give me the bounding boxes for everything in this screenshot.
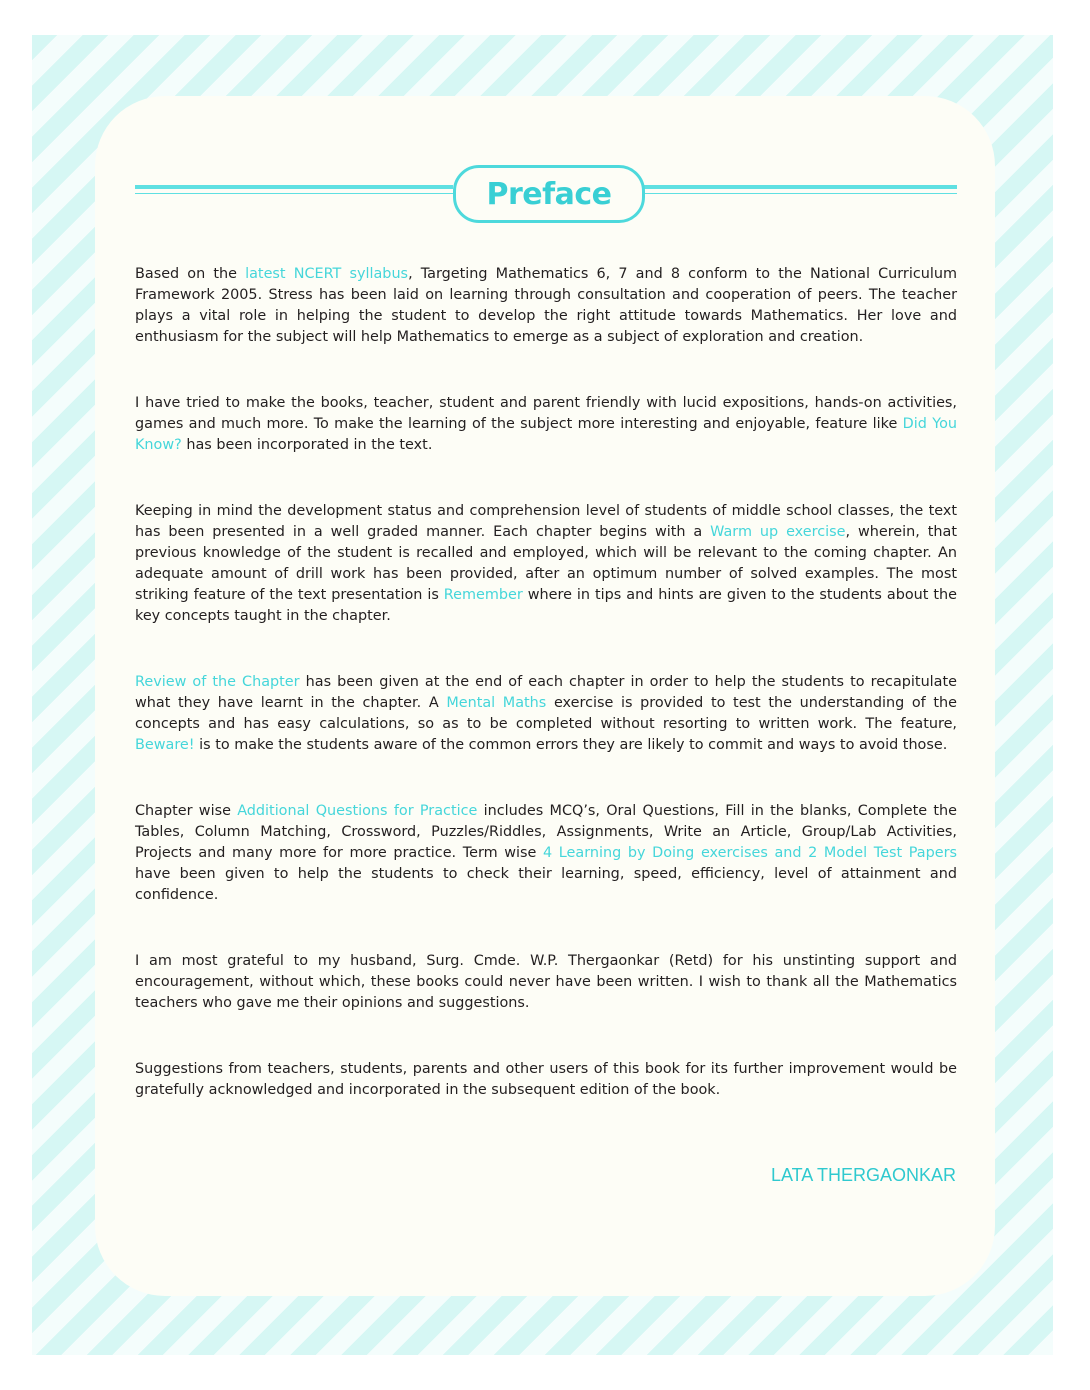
highlighted-term: Did You Know? (135, 416, 958, 453)
highlighted-term: latest (245, 266, 294, 282)
paragraph-6 (135, 951, 957, 1014)
paragraph-text: includes MCQ’s, Oral Questions, Fill in the blanks, Complete the Tables, Column Matching, Crossword, Puzzles/Riddles, Assignments, Write an Article, Group/Lab Activities, Projects and many more for more practice. Term wise (135, 803, 957, 861)
paragraph-text: Chapter wise (135, 803, 238, 819)
author-signature: LATA THERGAONKAR (770, 1165, 956, 1185)
title-badge (453, 165, 645, 223)
paragraph-text: , Targeting Mathematics 6, 7 and 8 conform to the National Curriculum Framework 2005. Stress has been laid on learning through consultation and cooperation of peers. The teacher plays a vital role in helping the student to develop the right attitude towards Mathematics. Her love and enthusiasm for the subject will help Mathematics to emerge as a subject of exploration and creation. (135, 266, 957, 345)
highlighted-term: Beware! (135, 737, 195, 753)
paragraph-text: has been given at the end of each chapter in order to help the students to recapitulate what they have learnt in the chapter. A (135, 674, 957, 711)
paragraph-text: I have tried to make the books, teacher, student and parent friendly with lucid expositions, hands-on activities, games and much more. To make the learning of the subject more interesting and enjoyable, feature like (135, 395, 957, 432)
title-rule-left (135, 185, 453, 189)
paragraph-text: , wherein, that previous knowledge of the student is recalled and employed, which will be relevant to the coming chapter. An adequate amount of drill work has been provided, after an optimum number of solved examples. The most striking feature of the text presentation is (135, 524, 957, 603)
highlighted-term: Additional Questions for Practice (237, 803, 478, 819)
highlighted-term: Remember (443, 587, 523, 603)
highlighted-term: Mental Maths (446, 695, 547, 711)
highlighted-term: Warm up exercise (710, 524, 846, 540)
paragraph-5 (135, 801, 957, 906)
paragraph-4 (135, 672, 957, 756)
paragraph-text: exercise is provided to test the understanding of the concepts and has easy calculations, so as to be completed without resorting to written work. The feature, (135, 695, 958, 732)
paragraph-text: where in tips and hints are given to the students about the key concepts taught in the chapter. (135, 587, 957, 624)
paragraph-text: Keeping in mind the development status and comprehension level of students of middle school classes, the text has been presented in a well graded manner. Each chapter begins with a (135, 503, 957, 540)
paragraph-text: has been incorporated in the text. (181, 437, 433, 453)
paragraph-text: I am most grateful to my husband, Surg. Cmde. W.P. Thergaonkar (Retd) for his unstinting support and encouragement, without which, these books could never have been written. I wish to thank all the Mathematics teachers who gave me their opinions and suggestions. (135, 953, 957, 1011)
paragraph-3 (135, 501, 957, 627)
paragraph-text: is to make the students aware of the common errors they are likely to commit and ways to avoid those. (194, 737, 948, 753)
title-rule-right (639, 185, 957, 189)
highlighted-term: NCERT syllabus (293, 266, 409, 282)
paragraph-2 (135, 393, 957, 456)
preface-body (135, 264, 957, 1146)
paragraph-text: Based on the (135, 266, 246, 282)
title-rule-right-thin (639, 193, 957, 194)
highlighted-term: 4 Learning by Doing exercises and 2 Model Test Papers (543, 845, 957, 861)
title-rule-left-thin (135, 193, 453, 194)
paragraph-7 (135, 1059, 957, 1101)
page-title: Preface (486, 176, 612, 212)
highlighted-term: Review of the Chapter (135, 674, 300, 690)
paragraph-1 (135, 264, 957, 348)
paragraph-text: have been given to help the students to check their learning, speed, efficiency, level of attainment and confidence. (135, 866, 957, 903)
paragraph-text: Suggestions from teachers, students, parents and other users of this book for its further improvement would be gratefully acknowledged and incorporated in the subsequent edition of the book. (135, 1061, 957, 1098)
